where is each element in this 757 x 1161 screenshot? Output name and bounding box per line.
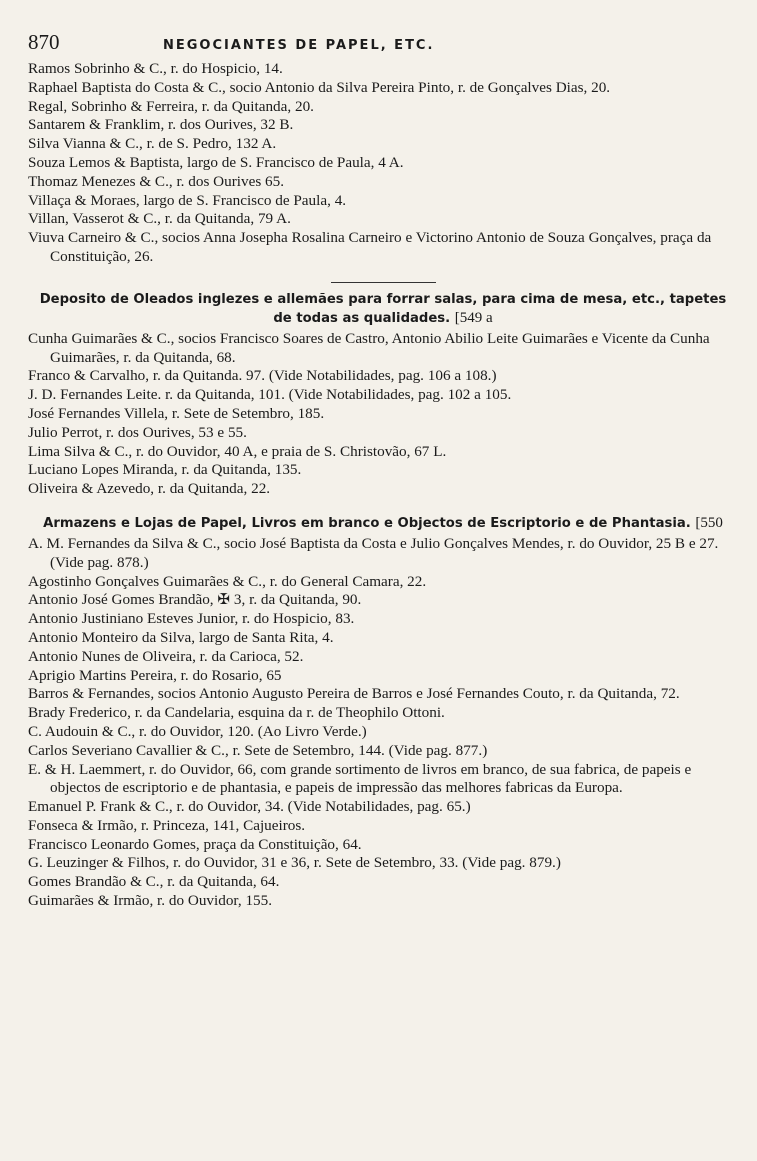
list-item: Agostinho Gonçalves Guimarães & C., r. do General Camara, 22.: [28, 572, 427, 590]
list-item: A. M. Fernandes da Silva & C., socio José Baptista da Costa e Julio Gonçalves Mendes, r. do Ouvidor, 25 B e 27. (Vide pag. 878.): [28, 534, 719, 571]
document-page: [28, 30, 738, 911]
list-item: Villaça & Moraes, largo de S. Francisco de Paula, 4.: [28, 191, 347, 209]
entry-list-papel: [28, 535, 738, 911]
list-item: Antonio Justiniano Esteves Junior, r. do Hospicio, 83.: [28, 610, 355, 628]
list-item: J. D. Fernandes Leite. r. da Quitanda, 101. (Vide Notabilidades, pag. 102 a 105.: [28, 386, 512, 404]
list-item: Raphael Baptista do Costa & C., socio Antonio da Silva Pereira Pinto, r. de Gonçalves Dias, 20.: [28, 78, 611, 96]
list-item: Souza Lemos & Baptista, largo de S. Francisco de Paula, 4 A.: [28, 153, 404, 171]
list-item: Antonio Nunes de Oliveira, r. da Carioca, 52.: [28, 647, 304, 665]
section-heading-papel: [28, 514, 738, 533]
list-item: C. Audouin & C., r. do Ouvidor, 120. (Ao Livro Verde.): [28, 722, 367, 740]
section-reference: [550: [695, 514, 723, 531]
list-item: Barros & Fernandes, socios Antonio Augusto Pereira de Barros e José Fernandes Couto, r. da Quitanda, 72.: [28, 685, 680, 703]
list-item: Santarem & Franklim, r. dos Ourives, 32 B.: [28, 116, 294, 134]
list-item: Antonio José Gomes Brandão, ✠ 3, r. da Quitanda, 90.: [28, 591, 362, 609]
list-item: Regal, Sobrinho & Ferreira, r. da Quitanda, 20.: [28, 97, 314, 115]
list-item: José Fernandes Villela, r. Sete de Setembro, 185.: [28, 404, 325, 422]
list-item: Lima Silva & C., r. do Ouvidor, 40 A, e praia de S. Christovão, 67 L.: [28, 442, 447, 460]
list-item: Brady Frederico, r. da Candelaria, esquina da r. de Theophilo Ottoni.: [28, 704, 445, 722]
list-item: Gomes Brandão & C., r. da Quitanda, 64.: [28, 873, 280, 891]
running-title: NEGOCIANTES DE PAPEL, ETC.: [163, 38, 435, 53]
section-divider: [331, 282, 436, 283]
entry-list-top: [28, 60, 738, 267]
list-item: Silva Vianna & C., r. de S. Pedro, 132 A.: [28, 135, 277, 153]
section-heading-oleados: [28, 291, 738, 328]
section-heading-text: Armazens e Lojas de Papel, Livros em branco e Objectos de Escriptorio e de Phantasia.: [43, 515, 691, 531]
section-heading-text: Deposito de Oleados inglezes e allemães para forrar salas, para cima de mesa, etc., tapetes de todas as qualidades.: [39, 291, 727, 326]
list-item: G. Leuzinger & Filhos, r. do Ouvidor, 31 e 36, r. Sete de Setembro, 33. (Vide pag. 879.): [28, 854, 561, 872]
list-item: Aprigio Martins Pereira, r. do Rosario, 65: [28, 666, 282, 684]
list-item: Cunha Guimarães & C., socios Francisco Soares de Castro, Antonio Abilio Leite Guimarães e Vicente da Cunha Guimarães, r. da Quitanda, 68.: [28, 329, 710, 366]
list-item: Ramos Sobrinho & C., r. do Hospicio, 14.: [28, 60, 283, 77]
list-item: Villan, Vasserot & C., r. da Quitanda, 79 A.: [28, 210, 291, 228]
page-number: 870: [28, 30, 60, 54]
entry-list-oleados: [28, 330, 738, 499]
list-item: Viuva Carneiro & C., socios Anna Josepha Rosalina Carneiro e Victorino Antonio de Souza Gonçalves, praça da Constituição, 26.: [28, 229, 712, 265]
list-item: Francisco Leonardo Gomes, praça da Constituição, 64.: [28, 835, 362, 853]
list-item: Thomaz Menezes & C., r. dos Ourives 65.: [28, 172, 285, 190]
list-item: Oliveira & Azevedo, r. da Quitanda, 22.: [28, 480, 271, 498]
list-item: E. & H. Laemmert, r. do Ouvidor, 66, com grande sortimento de livros em branco, de sua fabrica, de papeis e objectos de escriptorio e de phantasia, e papeis de impressão das melhores fabricas da Europa.: [28, 760, 692, 797]
list-item: Franco & Carvalho, r. da Quitanda. 97. (Vide Notabilidades, pag. 106 a 108.): [28, 367, 497, 385]
list-item: Fonseca & Irmão, r. Princeza, 141, Cajueiros.: [28, 816, 306, 834]
list-item: Emanuel P. Frank & C., r. do Ouvidor, 34. (Vide Notabilidades, pag. 65.): [28, 798, 471, 816]
page-header: [28, 30, 738, 60]
list-item: Carlos Severiano Cavallier & C., r. Sete de Setembro, 144. (Vide pag. 877.): [28, 741, 488, 759]
list-item: Antonio Monteiro da Silva, largo de Santa Rita, 4.: [28, 628, 334, 646]
list-item: Julio Perrot, r. dos Ourives, 53 e 55.: [28, 423, 247, 441]
list-item: Guimarães & Irmão, r. do Ouvidor, 155.: [28, 892, 273, 910]
section-reference: [549 a: [454, 309, 493, 326]
list-item: Luciano Lopes Miranda, r. da Quitanda, 135.: [28, 461, 302, 479]
